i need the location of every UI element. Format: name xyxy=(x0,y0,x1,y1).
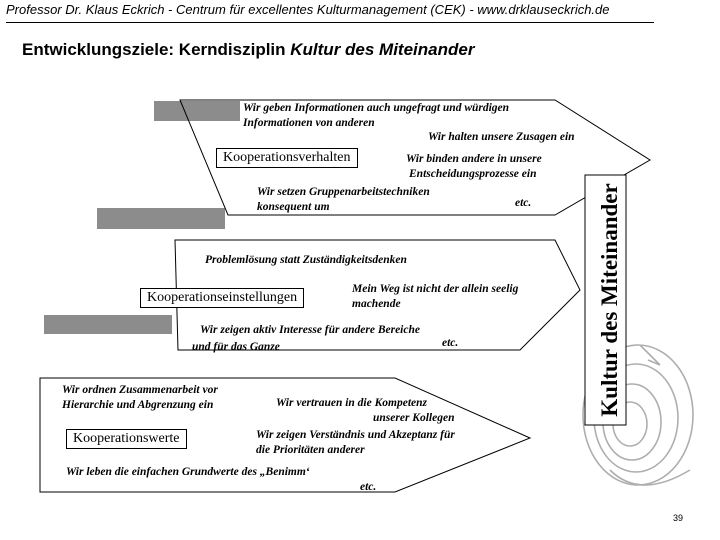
gray-bar-2 xyxy=(97,208,225,229)
gray-bar-1 xyxy=(154,101,240,121)
statement-zusammenarbeit-cont: Hierarchie und Abgrenzung ein xyxy=(62,399,214,411)
page-header: Professor Dr. Klaus Eckrich - Centrum für excellentes Kulturmanagement (CEK) - www.drklauseckrich.de xyxy=(6,2,610,17)
statement-einbinden-cont: Entscheidungsprozesse ein xyxy=(409,168,537,180)
statement-interesse: Wir zeigen aktiv Interesse für andere Bereiche xyxy=(200,324,420,336)
statement-etc-1: etc. xyxy=(515,197,532,209)
statement-verstaendnis-cont: die Prioritäten anderer xyxy=(256,444,365,456)
statement-mein-weg: Mein Weg ist nicht der allein seelig xyxy=(352,283,519,295)
title-italic: Kultur des Miteinander xyxy=(290,40,475,59)
label-kooperationseinstellungen: Kooperationseinstellungen xyxy=(140,288,304,308)
statement-einbinden: Wir binden andere in unsere xyxy=(406,153,542,165)
title-main: Entwicklungsziele: Kerndisziplin xyxy=(22,40,291,59)
statement-mein-weg-cont: machende xyxy=(352,298,401,310)
statement-zusammenarbeit: Wir ordnen Zusammenarbeit vor xyxy=(62,384,218,396)
statement-vertrauen: Wir vertrauen in die Kompetenz xyxy=(276,397,427,409)
statement-information-cont: Informationen von anderen xyxy=(243,117,375,129)
statement-benimm: Wir leben die einfachen Grundwerte des „Benimm‘ xyxy=(66,466,310,478)
gray-bar-3 xyxy=(44,315,172,334)
label-kooperationswerte: Kooperationswerte xyxy=(66,429,187,449)
statement-etc-2: etc. xyxy=(442,337,459,349)
label-kooperationsverhalten: Kooperationsverhalten xyxy=(216,148,358,168)
statement-vertrauen-cont: unserer Kollegen xyxy=(373,412,455,424)
statement-gruppenarbeit: Wir setzen Gruppenarbeitstechniken xyxy=(257,186,430,198)
statement-verstaendnis: Wir zeigen Verständnis und Akzeptanz für xyxy=(256,429,455,441)
side-label-kultur: Kultur des Miteinander xyxy=(597,183,622,417)
statement-information: Wir geben Informationen auch ungefragt und würdigen xyxy=(243,102,510,114)
statement-zusagen: Wir halten unsere Zusagen ein xyxy=(428,131,575,143)
page-number: 39 xyxy=(673,513,684,523)
statement-interesse-cont: und für das Ganze xyxy=(192,341,280,353)
statement-gruppenarbeit-cont: konsequent um xyxy=(257,201,330,213)
statement-problemloesung: Problemlösung statt Zuständigkeitsdenken xyxy=(205,254,407,266)
statement-etc-3: etc. xyxy=(360,481,377,493)
